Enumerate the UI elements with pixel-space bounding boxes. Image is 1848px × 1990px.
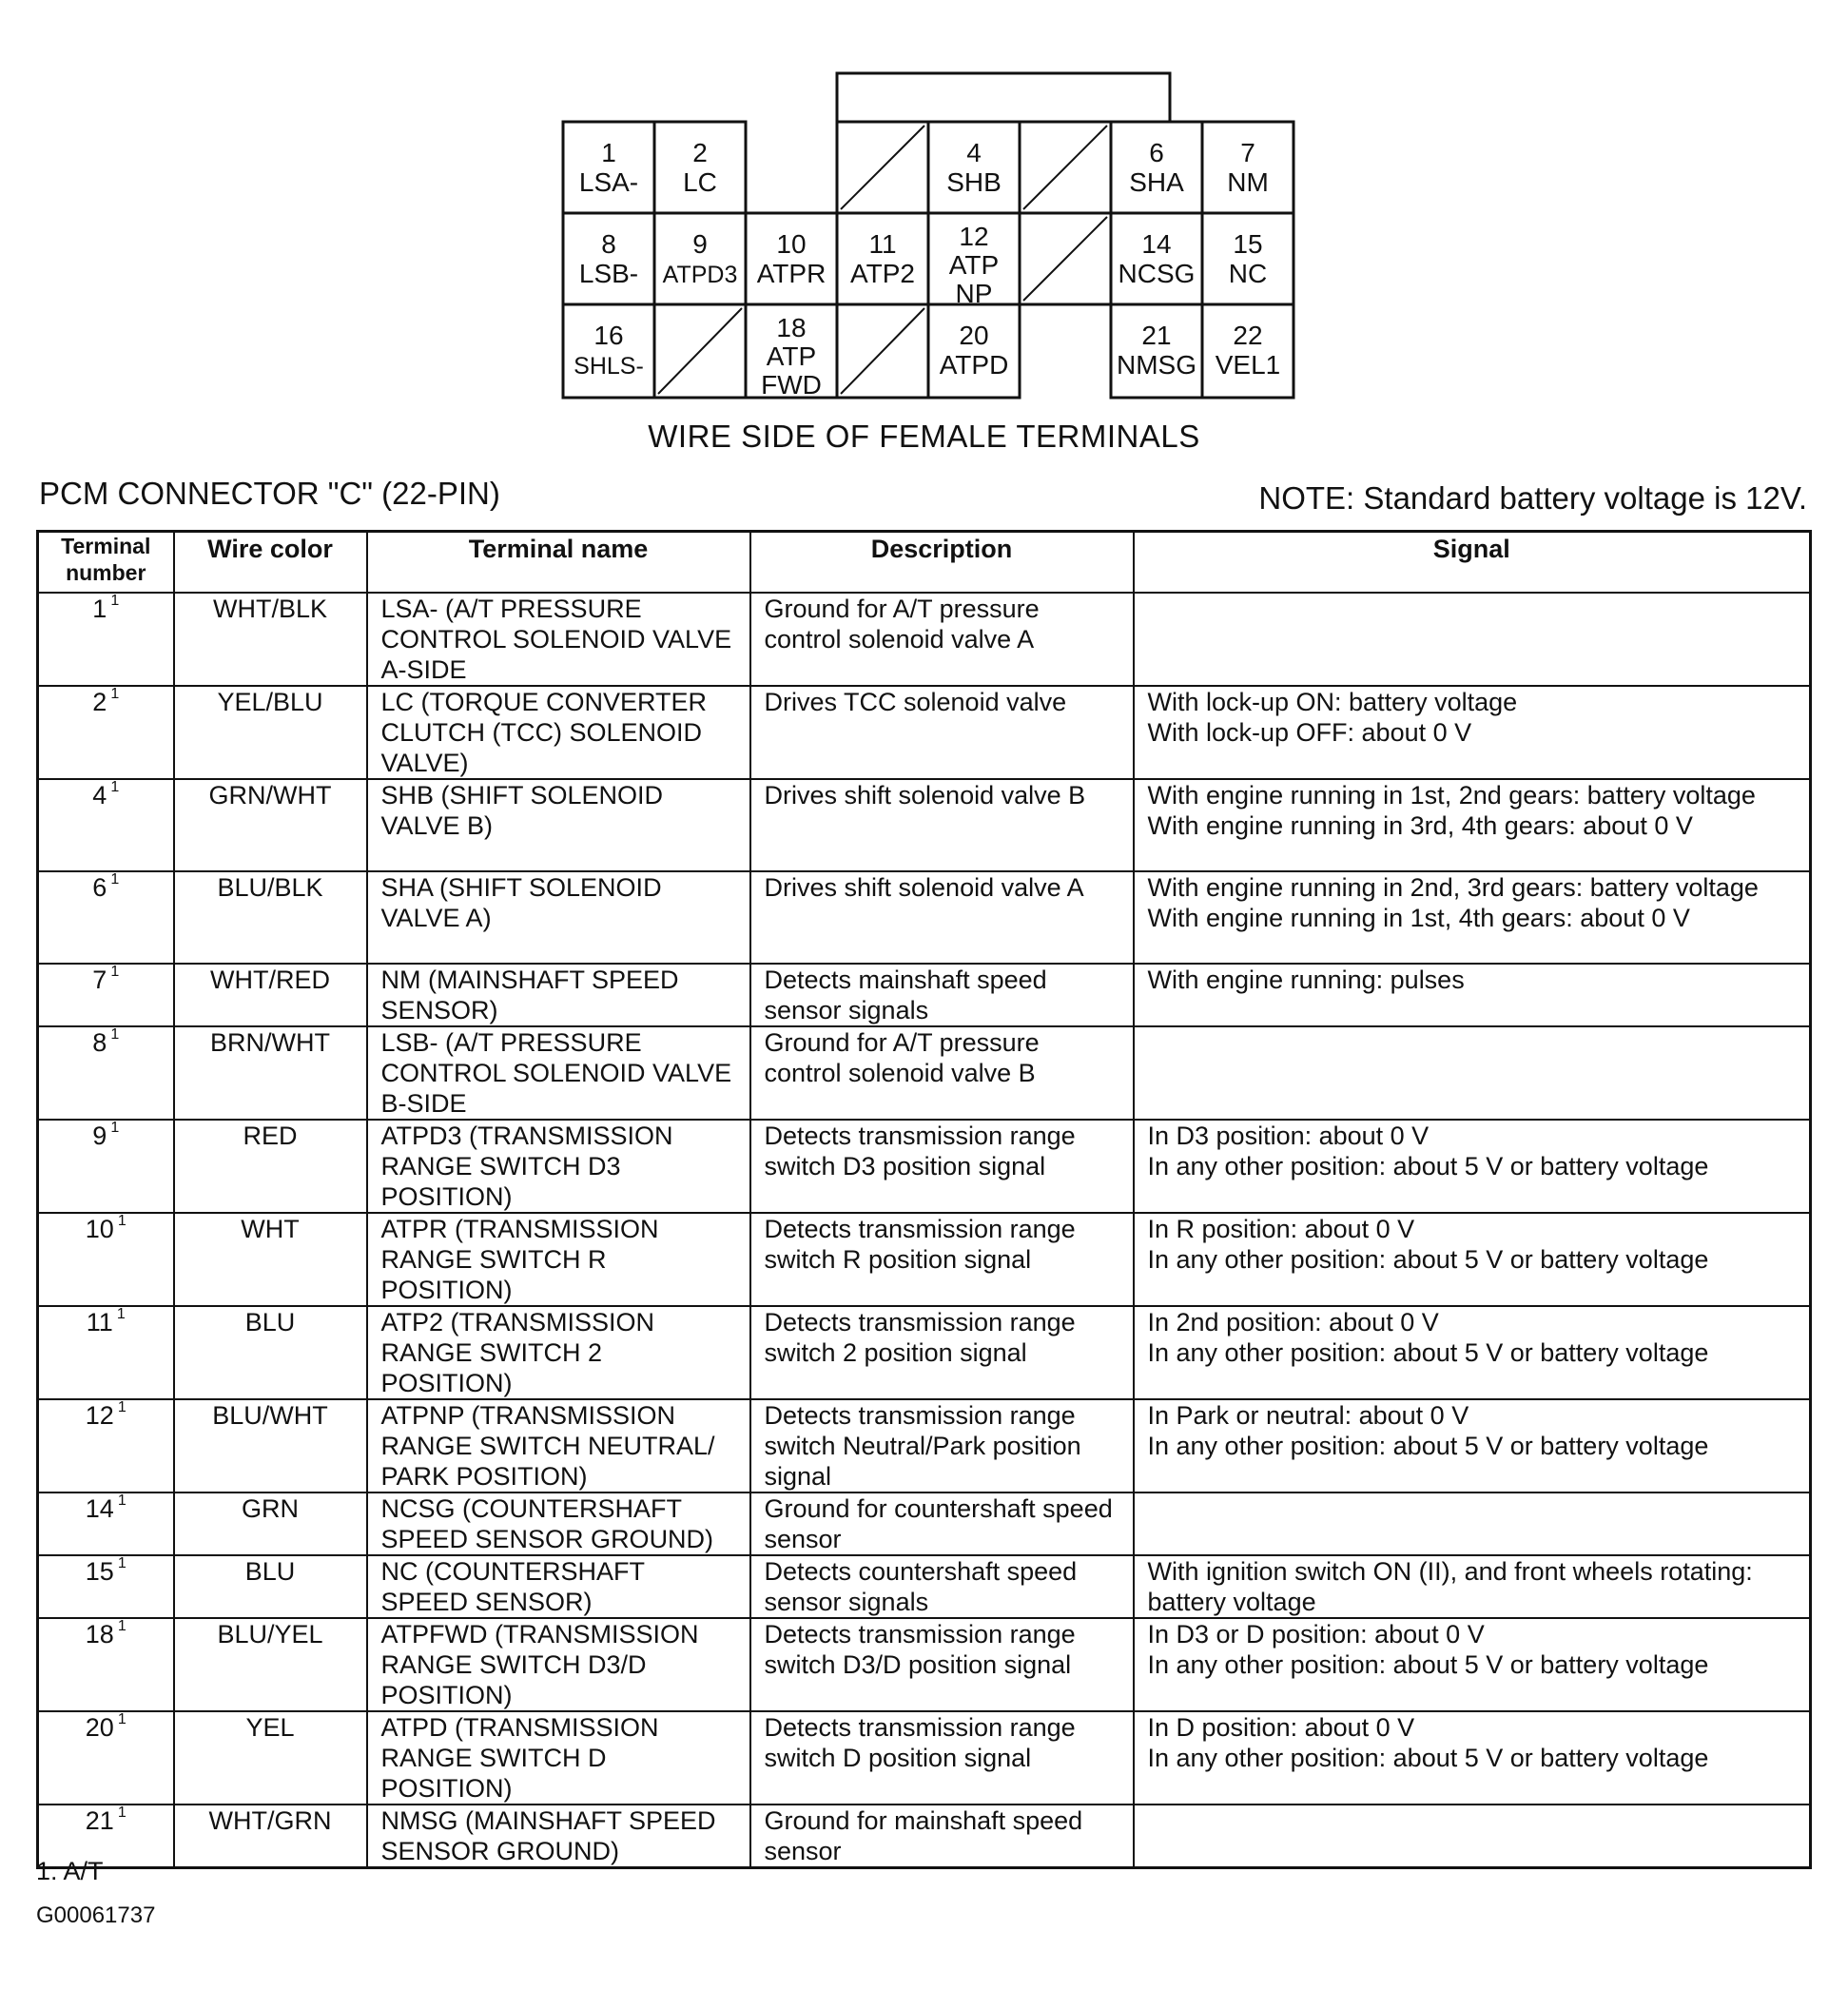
cell-terminal-name: ATPFWD (TRANSMISSION RANGE SWITCH D3/D POSITION) [367, 1618, 750, 1711]
cell-terminal-name: SHA (SHIFT SOLENOID VALVE A) [367, 871, 750, 964]
cell-wire-color: GRN/WHT [174, 779, 367, 871]
terminal-abbrev-label: SHB [946, 167, 1002, 197]
footnote-marker: 1 [116, 1306, 126, 1322]
terminal-abbrev-label: NM [1227, 167, 1269, 197]
footnote-marker: 1 [117, 1711, 126, 1727]
terminal-abbrev-label: ATP [948, 250, 1000, 280]
terminal-abbrev-label: SHLS- [574, 353, 644, 380]
terminal-cell-16 [563, 304, 654, 398]
signal-line: In R position: about 0 V [1147, 1215, 1415, 1243]
terminal-number-label: 20 [959, 321, 989, 350]
terminal-number-label: 12 [959, 222, 989, 251]
signal-line: In D3 or D position: about 0 V [1147, 1620, 1485, 1649]
cell-terminal-number: 8 $^1$ [38, 1026, 174, 1120]
footnote-marker: 1 [110, 871, 120, 888]
terminal-cell-22 [1202, 304, 1294, 398]
terminal-cell-12 [928, 213, 1020, 308]
terminal-number-label: 8 [601, 229, 616, 259]
cell-terminal-number: 18 $^1$ [38, 1618, 174, 1711]
cell-description: Drives TCC solenoid valve [750, 686, 1134, 779]
footnote-marker: 1 [110, 964, 120, 980]
footnote-marker: 1 [117, 1492, 126, 1509]
terminal-cell-11 [837, 213, 928, 304]
terminal-number-label: 2 [692, 138, 708, 167]
terminal-number-label: 14 [1141, 229, 1172, 259]
cell-description: Detects transmission range switch R position signal [750, 1213, 1134, 1306]
terminal-cell-7 [1202, 122, 1294, 213]
cell-wire-color: WHT [174, 1213, 367, 1306]
terminal-cell-1 [563, 122, 654, 213]
header-terminal-name: Terminal name [367, 532, 750, 594]
header-signal: Signal [1134, 532, 1811, 594]
cell-wire-color: YEL/BLU [174, 686, 367, 779]
cell-terminal-name: ATPD (TRANSMISSION RANGE SWITCH D POSITION) [367, 1711, 750, 1805]
signal-line: With engine running in 1st, 2nd gears: battery voltage [1147, 781, 1756, 810]
blank-slash [841, 308, 924, 394]
table-row [38, 1306, 1811, 1399]
terminal-number-label: 11 [868, 229, 897, 259]
terminal-abbrev-label: LSB- [578, 259, 639, 288]
terminal-abbrev-label: NMSG [1117, 350, 1196, 380]
cell-terminal-name: NMSG (MAINSHAFT SPEED SENSOR GROUND) [367, 1805, 750, 1868]
signal-line: In any other position: about 5 V or battery voltage [1147, 1338, 1709, 1367]
cell-terminal-number: 7 $^1$ [38, 964, 174, 1026]
terminal-abbrev-label: ATPD3 [662, 262, 738, 288]
terminal-table [36, 530, 1812, 1869]
blank-slash [841, 126, 924, 209]
blank-cavity [1020, 122, 1111, 213]
cell-description: Drives shift solenoid valve B [750, 779, 1134, 871]
signal-line: In 2nd position: about 0 V [1147, 1308, 1439, 1336]
cell-signal [1134, 871, 1811, 964]
cell-signal [1134, 964, 1811, 1026]
signal-line: In any other position: about 5 V or battery voltage [1147, 1744, 1709, 1772]
blank-cavity [837, 122, 928, 213]
table-row [38, 1618, 1811, 1711]
table-header-row [38, 532, 1811, 594]
cell-description: Ground for A/T pressure control solenoid valve A [750, 593, 1134, 686]
cell-wire-color: BLU/BLK [174, 871, 367, 964]
blank-slash [1023, 217, 1107, 301]
terminal-number-label: 18 [776, 313, 807, 342]
cell-signal [1134, 1399, 1811, 1492]
cell-wire-color: BLU/YEL [174, 1618, 367, 1711]
cell-terminal-number: 9 $^1$ [38, 1120, 174, 1213]
cell-wire-color: BLU [174, 1555, 367, 1618]
blank-cavity [837, 304, 928, 398]
signal-line: With engine running in 2nd, 3rd gears: battery voltage [1147, 873, 1759, 902]
cell-signal [1134, 779, 1811, 871]
cell-terminal-number: 11 $^1$ [38, 1306, 174, 1399]
diagram-caption: WIRE SIDE OF FEMALE TERMINALS [648, 419, 1200, 454]
cell-terminal-name: NC (COUNTERSHAFT SPEED SENSOR) [367, 1555, 750, 1618]
cell-signal [1134, 1618, 1811, 1711]
terminal-abbrev-label: FWD [761, 370, 822, 400]
cell-signal [1134, 1306, 1811, 1399]
signal-line: In any other position: about 5 V or battery voltage [1147, 1650, 1709, 1679]
terminal-cell-8 [563, 213, 654, 304]
cell-terminal-number: 15 $^1$ [38, 1555, 174, 1618]
terminal-number-label: 9 [692, 229, 708, 259]
cell-description: Ground for A/T pressure control solenoid valve B [750, 1026, 1134, 1120]
terminal-abbrev-label: NCSG [1118, 259, 1196, 288]
cell-terminal-number: 10 $^1$ [38, 1213, 174, 1306]
cell-wire-color: BRN/WHT [174, 1026, 367, 1120]
signal-line: With lock-up OFF: about 0 V [1147, 718, 1472, 747]
terminal-number-label: 1 [601, 138, 616, 167]
signal-line: With engine running: pulses [1147, 966, 1465, 994]
terminal-cell-10 [746, 213, 837, 304]
connector-lock-tab [837, 73, 1170, 122]
blank-slash [1023, 126, 1107, 209]
terminal-cell-4 [928, 122, 1020, 213]
terminal-cell-14 [1111, 213, 1202, 304]
cell-terminal-name: ATPD3 (TRANSMISSION RANGE SWITCH D3 POSITION) [367, 1120, 750, 1213]
table-row [38, 1399, 1811, 1492]
cell-terminal-name: NCSG (COUNTERSHAFT SPEED SENSOR GROUND) [367, 1492, 750, 1555]
footnote-marker: 1 [110, 779, 120, 795]
battery-note: NOTE: Standard battery voltage is 12V. [1258, 480, 1807, 516]
blank-slash [658, 308, 742, 394]
signal-line: In D3 position: about 0 V [1147, 1122, 1430, 1150]
cell-wire-color: BLU/WHT [174, 1399, 367, 1492]
signal-line: With lock-up ON: battery voltage [1147, 688, 1518, 716]
signal-line: With engine running in 3rd, 4th gears: about 0 V [1147, 811, 1693, 840]
table-row [38, 1492, 1811, 1555]
terminal-abbrev-label: SHA [1129, 167, 1184, 197]
cell-description: Detects transmission range switch 2 position signal [750, 1306, 1134, 1399]
cell-signal [1134, 1555, 1811, 1618]
cell-terminal-number: 20 $^1$ [38, 1711, 174, 1805]
cell-description: Ground for countershaft speed sensor [750, 1492, 1134, 1555]
cell-terminal-name: NM (MAINSHAFT SPEED SENSOR) [367, 964, 750, 1026]
terminal-cell-6 [1111, 122, 1202, 213]
signal-line: In any other position: about 5 V or battery voltage [1147, 1152, 1709, 1180]
table-row [38, 1555, 1811, 1618]
cell-wire-color: WHT/RED [174, 964, 367, 1026]
terminal-number-label: 22 [1233, 321, 1263, 350]
cell-description: Detects countershaft speed sensor signals [750, 1555, 1134, 1618]
signal-line: In any other position: about 5 V or battery voltage [1147, 1245, 1709, 1274]
terminal-abbrev-label: ATPD [939, 350, 1009, 380]
cell-signal [1134, 593, 1811, 686]
cell-terminal-number: 6 $^1$ [38, 871, 174, 964]
cell-wire-color: WHT/GRN [174, 1805, 367, 1868]
cell-terminal-number: 2 $^1$ [38, 686, 174, 779]
footnote-marker: 1 [117, 1555, 126, 1571]
connector-title: PCM CONNECTOR "C" (22-PIN) [39, 476, 500, 511]
table-row [38, 1026, 1811, 1120]
cell-terminal-number: 12 $^1$ [38, 1399, 174, 1492]
terminal-abbrev-label: ATPR [756, 259, 827, 288]
cell-signal [1134, 1026, 1811, 1120]
cell-terminal-name: SHB (SHIFT SOLENOID VALVE B) [367, 779, 750, 871]
signal-line: In D position: about 0 V [1147, 1713, 1415, 1742]
terminal-number-label: 6 [1149, 138, 1164, 167]
cell-terminal-name: ATPNP (TRANSMISSION RANGE SWITCH NEUTRAL/ PARK POSITION) [367, 1399, 750, 1492]
table-row [38, 871, 1811, 964]
footnote-marker: 1 [110, 1120, 120, 1136]
cell-terminal-name: LSB- (A/T PRESSURE CONTROL SOLENOID VALVE B-SIDE [367, 1026, 750, 1120]
signal-line: In any other position: about 5 V or battery voltage [1147, 1432, 1709, 1460]
table-row [38, 1711, 1811, 1805]
footnote-marker: 1 [117, 1618, 126, 1634]
cell-terminal-name: LC (TORQUE CONVERTER CLUTCH (TCC) SOLENOID VALVE) [367, 686, 750, 779]
table-row [38, 1120, 1811, 1213]
cell-description: Detects transmission range switch Neutral/Park position signal [750, 1399, 1134, 1492]
cell-terminal-name: ATP2 (TRANSMISSION RANGE SWITCH 2 POSITION) [367, 1306, 750, 1399]
header-description: Description [750, 532, 1134, 594]
terminal-cell-2 [654, 122, 746, 213]
cell-description: Detects transmission range switch D3/D position signal [750, 1618, 1134, 1711]
figure-id: G00061737 [36, 1902, 156, 1928]
terminal-cell-9 [654, 213, 746, 304]
table-row [38, 964, 1811, 1026]
cell-terminal-number: 4 $^1$ [38, 779, 174, 871]
terminal-cell-15 [1202, 213, 1294, 304]
table-row [38, 779, 1811, 871]
cell-wire-color: YEL [174, 1711, 367, 1805]
cell-terminal-number: 14 $^1$ [38, 1492, 174, 1555]
footnote-marker: 1 [110, 593, 120, 609]
signal-line: In Park or neutral: about 0 V [1147, 1401, 1469, 1430]
table-row [38, 593, 1811, 686]
terminal-cell-21 [1111, 304, 1202, 398]
cell-description: Detects mainshaft speed sensor signals [750, 964, 1134, 1026]
footnote-marker: 1 [117, 1213, 126, 1229]
terminal-abbrev-label: LC [683, 167, 717, 197]
cell-signal [1134, 1711, 1811, 1805]
terminal-number-label: 4 [966, 138, 982, 167]
cell-wire-color: BLU [174, 1306, 367, 1399]
table-row [38, 1213, 1811, 1306]
signal-line: With engine running in 1st, 4th gears: about 0 V [1147, 904, 1690, 932]
cell-terminal-number: 1 $^1$ [38, 593, 174, 686]
header-wire-color: Wire color [174, 532, 367, 594]
footnote-marker: 1 [117, 1399, 126, 1415]
footnote-marker: 1 [110, 686, 120, 702]
terminal-abbrev-label: LSA- [578, 167, 639, 197]
terminal-number-label: 16 [593, 321, 624, 350]
footnote: 1: A/T [36, 1857, 104, 1885]
terminal-number-label: 7 [1240, 138, 1255, 167]
cell-description: Drives shift solenoid valve A [750, 871, 1134, 964]
cell-description: Detects transmission range switch D position signal [750, 1711, 1134, 1805]
terminal-abbrev-label: VEL1 [1215, 350, 1281, 380]
connector-diagram [0, 0, 1848, 409]
cell-signal [1134, 686, 1811, 779]
terminal-abbrev-label: NP [955, 279, 993, 308]
cell-wire-color: RED [174, 1120, 367, 1213]
blank-cavity [1020, 213, 1111, 304]
cell-terminal-name: ATPR (TRANSMISSION RANGE SWITCH R POSITION) [367, 1213, 750, 1306]
cell-description: Detects transmission range switch D3 position signal [750, 1120, 1134, 1213]
blank-cavity [654, 304, 746, 398]
cell-signal [1134, 1492, 1811, 1555]
cell-terminal-number: 21 $^1$ [38, 1805, 174, 1868]
terminal-number-label: 15 [1233, 229, 1263, 259]
cell-wire-color: GRN [174, 1492, 367, 1555]
terminal-number-label: 21 [1141, 321, 1172, 350]
terminal-abbrev-label: NC [1228, 259, 1268, 288]
table-row [38, 686, 1811, 779]
cell-terminal-name: LSA- (A/T PRESSURE CONTROL SOLENOID VALVE A-SIDE [367, 593, 750, 686]
footnote-marker: 1 [117, 1805, 126, 1821]
terminal-cell-18 [746, 304, 837, 400]
table-row [38, 1805, 1811, 1868]
terminal-cell-20 [928, 304, 1020, 398]
cell-description: Ground for mainshaft speed sensor [750, 1805, 1134, 1868]
cell-wire-color: WHT/BLK [174, 593, 367, 686]
footnote-marker: 1 [110, 1026, 120, 1043]
signal-line: With ignition switch ON (II), and front wheels rotating: battery voltage [1147, 1557, 1753, 1616]
cell-signal [1134, 1213, 1811, 1306]
cell-signal [1134, 1805, 1811, 1868]
terminal-abbrev-label: ATP [766, 341, 817, 371]
terminal-abbrev-label: ATP2 [850, 259, 915, 288]
cell-signal [1134, 1120, 1811, 1213]
terminal-number-label: 10 [776, 229, 807, 259]
header-terminal-number: Terminal number [38, 532, 174, 594]
